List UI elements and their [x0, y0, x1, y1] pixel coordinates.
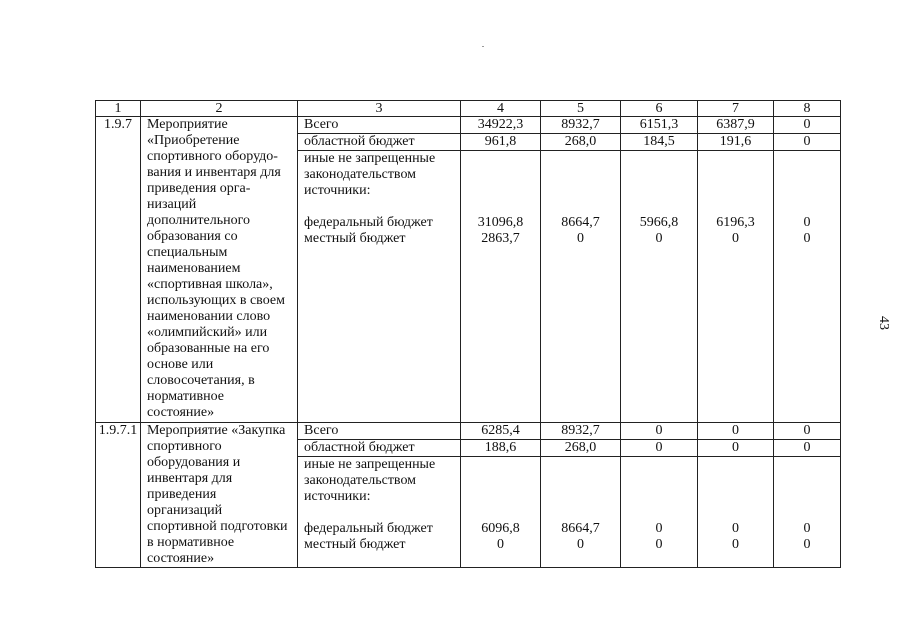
local-budget-label: местный бюджет: [304, 537, 406, 552]
other-sources-line: законодательством: [304, 473, 417, 488]
other-sources-line: источники:: [304, 183, 371, 198]
total-value: 0: [621, 423, 698, 440]
other-sources-values: [621, 457, 698, 568]
total-label: Всего: [298, 117, 461, 134]
total-value: 8932,7: [541, 117, 621, 134]
title-line: в нормативное: [147, 535, 235, 550]
title-line: спортивного оборудо-: [147, 149, 278, 164]
federal-budget-value: 31096,8: [477, 215, 524, 230]
blank-line: [304, 505, 460, 521]
title-line: Мероприятие «Закупка: [147, 423, 286, 438]
other-sources-values: [774, 151, 841, 423]
federal-budget-value: 8664,7: [561, 215, 600, 230]
title-line: состояние»: [147, 405, 215, 420]
other-sources-values: [621, 151, 698, 423]
title-line: основе или: [147, 357, 214, 372]
title-line: дополнительного: [147, 213, 250, 228]
total-value: 0: [774, 117, 841, 134]
local-budget-value: 0: [655, 537, 663, 552]
measure-code: 1.9.7.1: [96, 423, 141, 568]
title-line: образования со: [147, 229, 238, 244]
federal-budget-value: 0: [803, 521, 811, 536]
budget-table: [95, 100, 841, 568]
regional-budget-label: областной бюджет: [298, 440, 461, 457]
title-line: спортивного: [147, 439, 222, 454]
federal-budget-value: 5966,8: [639, 215, 679, 230]
title-line: вания и инвентаря для: [147, 165, 281, 180]
total-value: 6151,3: [621, 117, 698, 134]
scan-speck: [482, 46, 484, 47]
column-header-3: 3: [298, 101, 461, 117]
other-sources-line: иные не запрещенные: [304, 457, 436, 472]
federal-budget-value: 0: [803, 215, 811, 230]
other-sources-values: [541, 151, 621, 423]
federal-budget-value: 0: [655, 521, 663, 536]
title-line: оборудования и: [147, 455, 241, 470]
total-label: Всего: [298, 423, 461, 440]
regional-budget-value: 184,5: [621, 134, 698, 151]
column-header-1: 1: [96, 101, 141, 117]
title-line: приведения орга-: [147, 181, 251, 196]
blank-line: [304, 199, 460, 215]
local-budget-value: 0: [577, 231, 584, 246]
title-line: Мероприятие: [147, 117, 228, 132]
federal-budget-value: 6196,3: [716, 215, 755, 230]
local-budget-value: 0: [577, 537, 584, 552]
local-budget-value: 0: [732, 537, 739, 552]
regional-budget-value: 961,8: [461, 134, 541, 151]
title-line: «Приобретение: [147, 133, 240, 148]
other-sources-cell: [298, 151, 461, 423]
title-line: специальным: [147, 245, 228, 260]
other-sources-cell: [298, 457, 461, 568]
column-header-6: 6: [621, 101, 698, 117]
title-line: словосочетания, в: [147, 373, 255, 388]
measure-title: [141, 423, 298, 568]
federal-budget-value: 0: [732, 521, 739, 536]
total-value: 6285,4: [461, 423, 541, 440]
title-line: наименовании слово: [147, 309, 271, 324]
other-sources-values: [461, 151, 541, 423]
federal-budget-label: федеральный бюджет: [304, 521, 433, 536]
local-budget-value: 0: [732, 231, 739, 246]
regional-budget-value: 0: [698, 440, 774, 457]
local-budget-value: 0: [803, 231, 811, 246]
title-line: низаций: [147, 197, 197, 212]
title-line: образованные на его: [147, 341, 270, 356]
column-header-7: 7: [698, 101, 774, 117]
other-sources-values: [698, 151, 774, 423]
regional-budget-value: 188,6: [461, 440, 541, 457]
title-line: наименованием: [147, 261, 241, 276]
page-number: 43: [876, 316, 891, 330]
other-sources-values: [698, 457, 774, 568]
regional-budget-value: 0: [774, 134, 841, 151]
title-line: спортивной подготовки: [147, 519, 288, 534]
title-line: инвентаря для: [147, 471, 233, 486]
column-header-8: 8: [774, 101, 841, 117]
federal-budget-label: федеральный бюджет: [304, 215, 433, 230]
regional-budget-label: областной бюджет: [298, 134, 461, 151]
total-value: 0: [774, 423, 841, 440]
other-sources-line: иные не запрещенные: [304, 151, 436, 166]
total-value: 6387,9: [698, 117, 774, 134]
regional-budget-value: 268,0: [541, 440, 621, 457]
other-sources-values: [541, 457, 621, 568]
measure-code: 1.9.7: [96, 117, 141, 423]
measure-title: [141, 117, 298, 423]
other-sources-line: источники:: [304, 489, 371, 504]
other-sources-line: законодательством: [304, 167, 417, 182]
federal-budget-value: 6096,8: [481, 521, 520, 536]
regional-budget-value: 268,0: [541, 134, 621, 151]
local-budget-value: 0: [803, 537, 811, 552]
local-budget-value: 0: [655, 231, 663, 246]
federal-budget-value: 8664,7: [561, 521, 600, 536]
column-header-5: 5: [541, 101, 621, 117]
title-line: организаций: [147, 503, 223, 518]
other-sources-values: [461, 457, 541, 568]
other-sources-values: [774, 457, 841, 568]
column-header-2: 2: [141, 101, 298, 117]
local-budget-value: 2863,7: [481, 231, 520, 246]
regional-budget-value: 0: [621, 440, 698, 457]
title-line: состояние»: [147, 551, 215, 566]
title-line: «спортивная школа»,: [147, 277, 273, 292]
total-value: 34922,3: [461, 117, 541, 134]
title-line: использующих в своем: [147, 293, 285, 308]
regional-budget-value: 0: [774, 440, 841, 457]
title-line: нормативное: [147, 389, 224, 404]
regional-budget-value: 191,6: [698, 134, 774, 151]
local-budget-value: 0: [497, 537, 504, 552]
total-value: 0: [698, 423, 774, 440]
title-line: приведения: [147, 487, 217, 502]
title-line: «олимпийский» или: [147, 325, 268, 340]
total-value: 8932,7: [541, 423, 621, 440]
column-header-4: 4: [461, 101, 541, 117]
local-budget-label: местный бюджет: [304, 231, 406, 246]
